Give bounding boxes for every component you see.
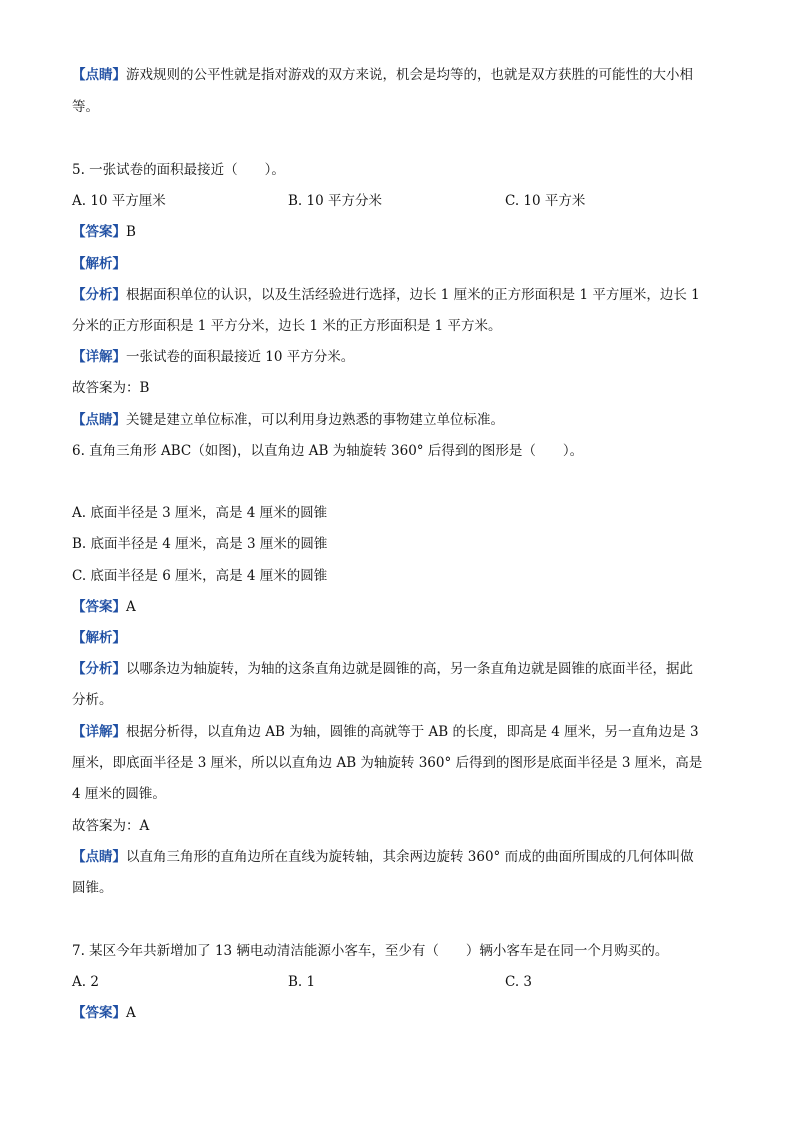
dianjing-tag: 【点睛】 xyxy=(72,412,126,428)
fenxi-tag: 【分析】 xyxy=(72,287,126,303)
xiangjie-tag: 【详解】 xyxy=(72,349,126,365)
q5-jiexi xyxy=(72,254,722,274)
q6-fenxi-line-2: 分析。 xyxy=(72,692,113,708)
q5-answer xyxy=(72,222,722,242)
prev-dianjing-text-2: 等。 xyxy=(72,99,99,115)
q5-fenxi-text-1: 根据面积单位的认识，以及生活经验进行选择，边长 1 厘米的正方形面积是 1 平方厘米，边长 1 xyxy=(126,287,700,303)
answer-tag: 【答案】 xyxy=(72,224,126,240)
prev-dianjing-line-1 xyxy=(72,65,722,85)
xiangjie-tag: 【详解】 xyxy=(72,724,126,740)
q6-dianjing-text-1: 以直角三角形的直角边所在直线为旋转轴，其余两边旋转 360° 而成的曲面所围成的几何体叫做 xyxy=(126,849,694,865)
q5-xiangjie xyxy=(72,347,722,367)
q6-dianjing-line-1 xyxy=(72,847,722,867)
q7-answer-value: A xyxy=(126,1005,136,1021)
q6-fenxi-text-1: 以哪条边为轴旋转，为轴的这条直角边就是圆锥的高，另一条直角边就是圆锥的底面半径，据此 xyxy=(126,661,693,677)
answer-tag: 【答案】 xyxy=(72,599,126,615)
fenxi-tag: 【分析】 xyxy=(72,661,126,677)
q6-answer-value: A xyxy=(126,599,136,615)
q5-fenxi-line-1 xyxy=(72,285,722,305)
q5-option-b: B. 10 平方分米 xyxy=(288,193,382,209)
q6-stem: 6. 直角三角形 ABC（如图)，以直角边 AB 为轴旋转 360° 后得到的图形是（ ）。 xyxy=(72,443,584,459)
q6-option-b: B. 底面半径是 4 厘米，高是 3 厘米的圆锥 xyxy=(72,536,328,552)
q6-jiexi xyxy=(72,628,722,648)
q5-option-c: C. 10 平方米 xyxy=(505,193,586,209)
q6-xiangjie-text-1: 根据分析得，以直角边 AB 为轴，圆锥的高就等于 AB 的长度，即高是 4 厘米，另一直角边是 3 xyxy=(126,724,699,740)
dianjing-tag: 【点睛】 xyxy=(72,67,126,83)
q6-option-c: C. 底面半径是 6 厘米，高是 4 厘米的圆锥 xyxy=(72,568,328,584)
q7-answer xyxy=(72,1003,722,1023)
q7-option-a: A. 2 xyxy=(72,974,99,990)
q6-answer xyxy=(72,597,722,617)
prev-dianjing-text-1: 游戏规则的公平性就是指对游戏的双方来说，机会是均等的，也就是双方获胜的可能性的大小相 xyxy=(126,67,693,83)
answer-tag: 【答案】 xyxy=(72,1005,126,1021)
dianjing-tag: 【点睛】 xyxy=(72,849,126,865)
q7-stem: 7. 某区今年共新增加了 13 辆电动清洁能源小客车，至少有（ ）辆小客车是在同一个月购买的。 xyxy=(72,943,669,959)
jiexi-tag: 【解析】 xyxy=(72,256,126,272)
q5-answer-value: B xyxy=(126,224,136,240)
q5-stem: 5. 一张试卷的面积最接近（ ）。 xyxy=(72,162,285,178)
q5-xiangjie-text: 一张试卷的面积最接近 10 平方分米。 xyxy=(126,349,355,365)
q6-guda: 故答案为：A xyxy=(72,818,150,834)
q5-dianjing xyxy=(72,410,722,430)
jiexi-tag: 【解析】 xyxy=(72,630,126,646)
q5-fenxi-line-2: 分米的正方形面积是 1 平方分米，边长 1 米的正方形面积是 1 平方米。 xyxy=(72,318,502,334)
q6-xiangjie-line-3: 4 厘米的圆锥。 xyxy=(72,786,166,802)
q7-option-b: B. 1 xyxy=(288,974,316,990)
q6-xiangjie-line-1 xyxy=(72,722,722,742)
q6-dianjing-line-2: 圆锥。 xyxy=(72,880,113,896)
q5-guda: 故答案为：B xyxy=(72,380,150,396)
q6-fenxi-line-1 xyxy=(72,659,722,679)
q5-dianjing-text: 关键是建立单位标准，可以利用身边熟悉的事物建立单位标准。 xyxy=(126,412,504,428)
q6-option-a: A. 底面半径是 3 厘米，高是 4 厘米的圆锥 xyxy=(72,505,328,521)
q7-option-c: C. 3 xyxy=(505,974,533,990)
q5-option-a: A. 10 平方厘米 xyxy=(72,193,166,209)
q6-xiangjie-line-2: 厘米，即底面半径是 3 厘米，所以以直角边 AB 为轴旋转 360° 后得到的图形是底面半径是 3 厘米，高是 xyxy=(72,755,703,771)
prev-dianjing-line-2 xyxy=(72,97,722,117)
